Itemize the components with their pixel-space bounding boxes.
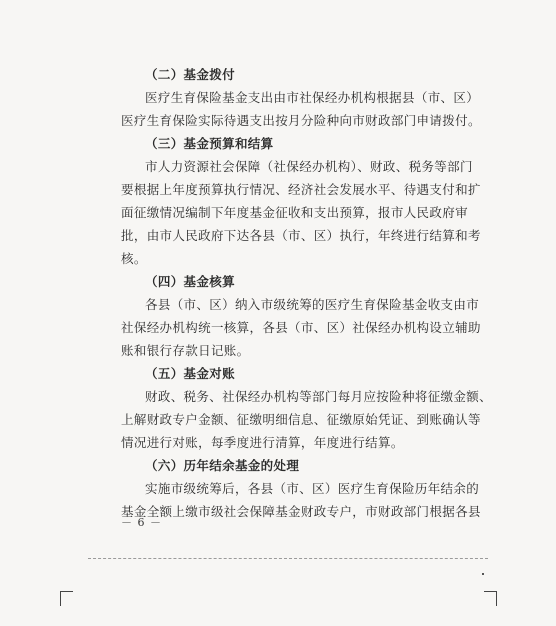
paragraph-line: 各县（市、区）纳入市级统筹的医疗生育保险基金收支由市 <box>145 297 480 312</box>
crop-mark-left <box>60 591 73 606</box>
paragraph-line: 医疗生育保险实际待遇支出按月分险种向市财政部门申请拨付。 <box>121 113 481 128</box>
section-heading-fund-accounting: （四）基金核算 <box>145 274 235 289</box>
paragraph-line: 批，由市人民政府下达各县（市、区）执行，年终进行结算和考 <box>121 228 481 243</box>
paragraph-line: 医疗生育保险基金支出由市社保经办机构根据县（市、区） <box>145 90 480 105</box>
section-heading-budget-settlement: （三）基金预算和结算 <box>145 136 274 151</box>
paragraph-line: 账和银行存款日记账。 <box>121 343 250 358</box>
paragraph-line: 社保经办机构统一核算，各县（市、区）社保经办机构设立辅助 <box>121 320 481 335</box>
paragraph-line: 市人力资源社会保障（社保经办机构）、财政、税务等部门 <box>145 159 473 174</box>
page-number: － 6 － <box>121 516 162 529</box>
paragraph-line: 上解财政专户金额、征缴明细信息、征缴原始凭证、到账确认等 <box>121 412 481 427</box>
paragraph-line: 情况进行对账，每季度进行清算，年度进行结算。 <box>121 435 404 450</box>
paragraph-line: 要根据上年度预算执行情况、经济社会发展水平、待遇支付和扩 <box>121 182 481 197</box>
section-heading-surplus-handling: （六）历年结余基金的处理 <box>145 458 300 473</box>
footer-divider <box>88 558 488 559</box>
crop-mark-right <box>484 591 497 606</box>
scan-speck <box>482 573 484 575</box>
paragraph-line: 核。 <box>121 251 147 266</box>
section-heading-fund-allocation: （二）基金拨付 <box>145 67 235 82</box>
section-heading-fund-reconciliation: （五）基金对账 <box>145 366 235 381</box>
paragraph-line: 实施市级统筹后，各县（市、区）医疗生育保险历年结余的 <box>145 481 480 496</box>
paragraph-line: 基金全额上缴市级社会保障基金财政专户，市财政部门根据各县 <box>121 504 481 519</box>
paragraph-line: 财政、税务、社保经办机构等部门每月应按险种将征缴金额、 <box>145 389 492 404</box>
paragraph-line: 面征缴情况编制下年度基金征收和支出预算，报市人民政府审 <box>121 205 468 220</box>
